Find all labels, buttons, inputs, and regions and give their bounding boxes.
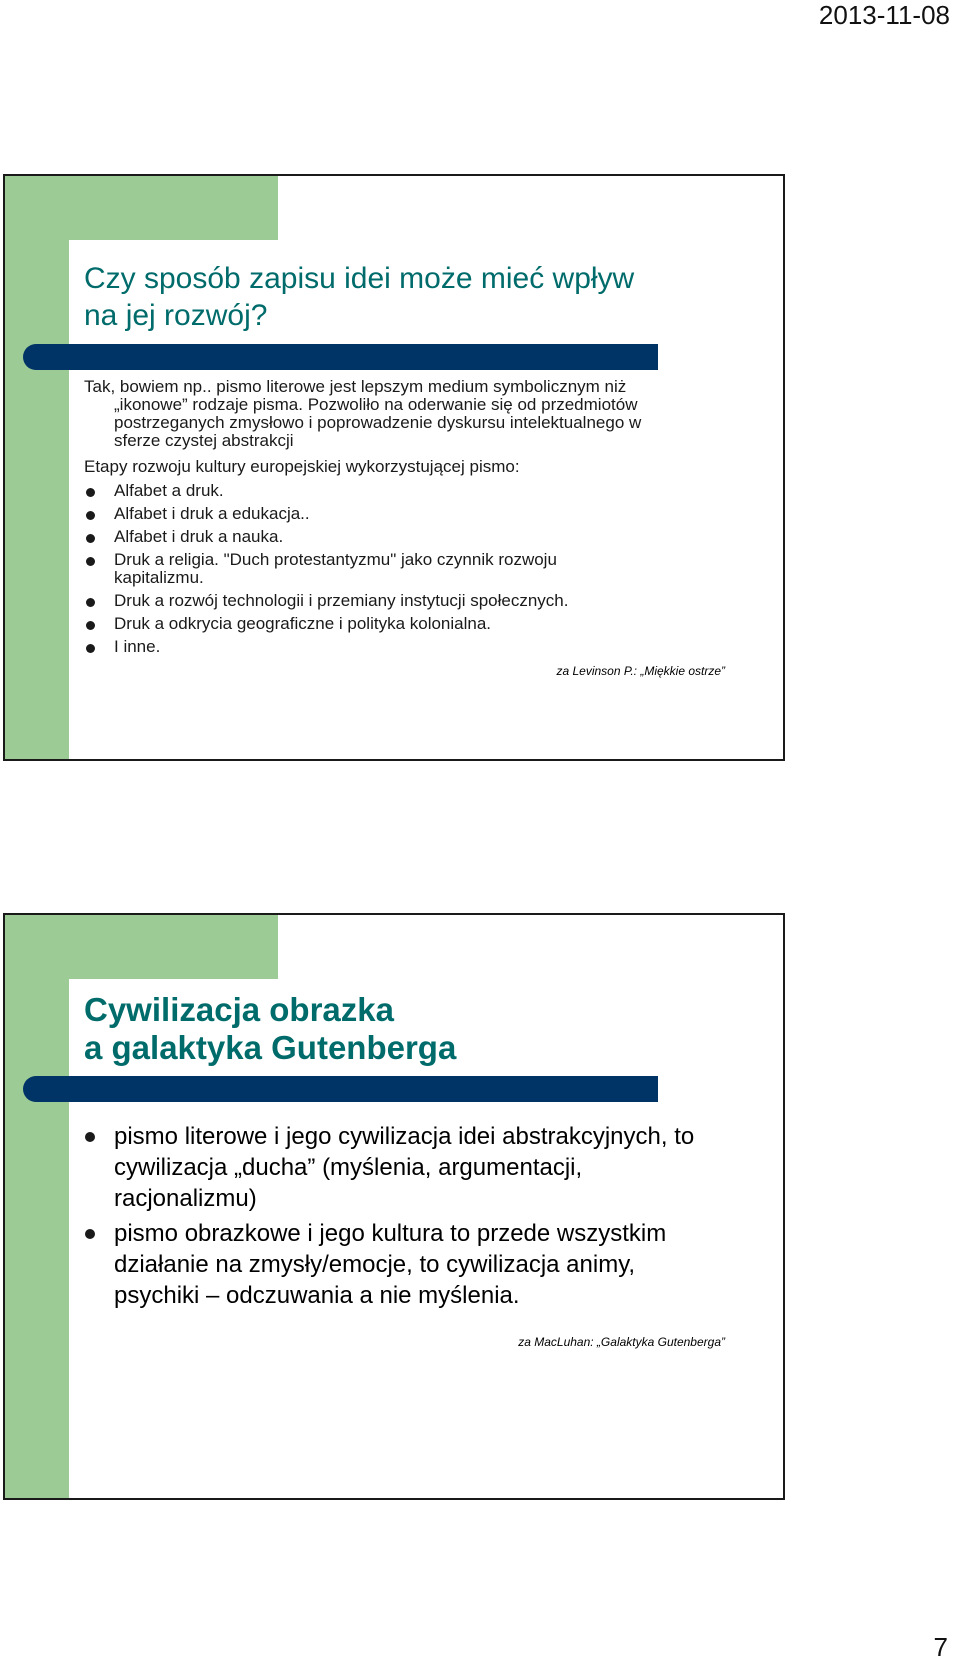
green-side-strip (5, 176, 69, 759)
bullet-dot-icon (86, 557, 95, 566)
stages-list (84, 482, 764, 656)
slide-title (84, 260, 764, 334)
green-top-band (5, 915, 278, 979)
source-citation: za MacLuhan: „Galaktyka Gutenberga” (518, 1335, 725, 1349)
green-side-strip (5, 915, 69, 1498)
slide-title (84, 991, 764, 1067)
list-item: Alfabet i druk a nauka. (84, 528, 764, 546)
bullet-dot-icon (85, 1132, 95, 1142)
title-divider-bar (23, 1076, 658, 1102)
list-item: I inne. (84, 638, 764, 656)
intro-paragraph-line-1: Tak, bowiem np.. pismo literowe jest lepszym medium symbolicznym niż (84, 377, 627, 396)
list-item: Alfabet a druk. (84, 482, 764, 500)
bullet-dot-icon (86, 644, 95, 653)
green-top-band (5, 176, 278, 240)
bullet-dot-icon (86, 598, 95, 607)
list-item: pismo obrazkowe i jego kultura to przede wszystkim działanie na zmysły/emocje, to cywilizacja animy, psychiki – odczuwania a nie myślenia. (84, 1218, 714, 1311)
list-item: pismo literowe i jego cywilizacja idei abstrakcyjnych, to cywilizacja „ducha” (myślenia, argumentacji, racjonalizmu) (84, 1121, 714, 1214)
list-item: Druk a religia. "Duch protestantyzmu" jako czynnik rozwoju kapitalizmu. (84, 551, 764, 587)
list-item: Druk a odkrycia geograficzne i polityka kolonialna. (84, 615, 764, 633)
title-line-2: a galaktyka Gutenberga (84, 1029, 457, 1066)
title-line-2: na jej rozwój? (84, 299, 268, 332)
intro-paragraph-line-4: sferze czystej abstrakcji (114, 431, 294, 450)
bullet-dot-icon (85, 1229, 95, 1239)
page-number: 7 (933, 1632, 948, 1662)
source-citation: za Levinson P.: „Miękkie ostrze” (556, 664, 725, 678)
bullet-dot-icon (86, 511, 95, 520)
slide-body (84, 378, 764, 661)
list-item: Alfabet i druk a edukacja.. (84, 505, 764, 523)
intro-paragraph-line-3: postrzeganych zmysłowo i poprowadzenie dyskursu intelektualnego w (114, 413, 642, 432)
title-line-1: Czy sposób zapisu idei może mieć wpływ (84, 262, 635, 295)
title-line-1: Cywilizacja obrazka (84, 991, 394, 1028)
slide-2 (3, 913, 785, 1500)
page-date: 2013-11-08 (818, 0, 950, 30)
title-divider-bar (23, 344, 658, 370)
bullet-dot-icon (86, 534, 95, 543)
intro-paragraph-line-2: „ikonowe” rodzaje pisma. Pozwoliło na oderwanie się od przedmiotów (114, 395, 638, 414)
slide-body (84, 1121, 714, 1315)
civilization-list (84, 1121, 714, 1311)
bullet-dot-icon (86, 621, 95, 630)
stages-paragraph: Etapy rozwoju kultury europejskiej wykorzystującej pismo: (84, 457, 520, 476)
list-item: Druk a rozwój technologii i przemiany instytucji społecznych. (84, 592, 764, 610)
slide-1 (3, 174, 785, 761)
bullet-dot-icon (86, 488, 95, 497)
